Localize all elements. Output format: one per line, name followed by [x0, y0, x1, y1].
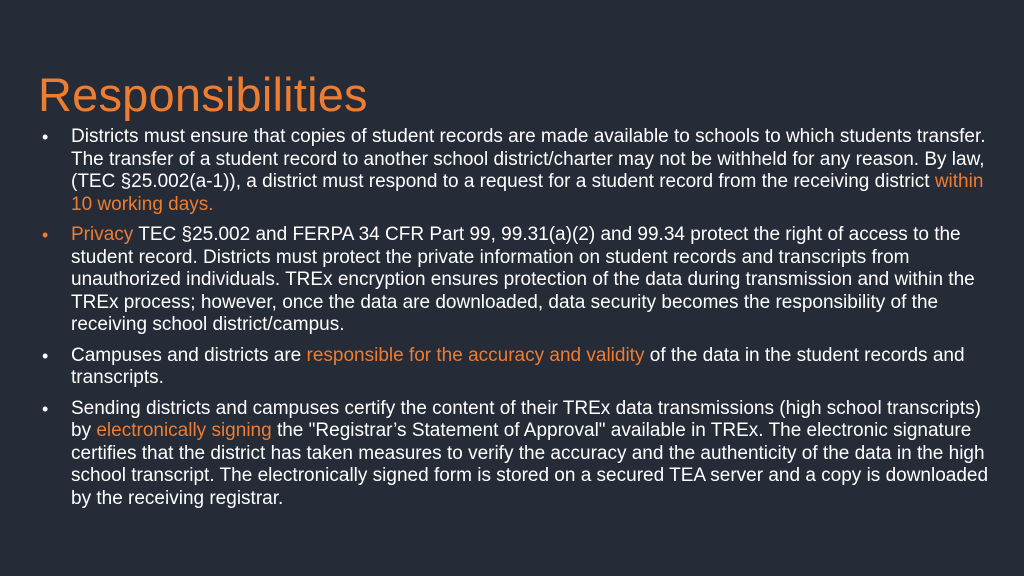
- bullet-item-certification: [40, 398, 990, 511]
- bullet-list: [40, 126, 990, 518]
- bullet-item-privacy: [40, 224, 990, 337]
- bullet-dot-icon: •: [42, 127, 49, 147]
- bullet-dot-icon: •: [42, 225, 49, 245]
- bullet-highlight: electronically signing: [96, 420, 272, 441]
- bullet-text: Districts must ensure that copies of student records are made available to schools to which students transfer. The transfer of a student record to another school district/charter may not be withheld for any reason. By law, (TEC §25.002(a-1)), a district must respond to a request for a student record from the receiving district: [71, 126, 986, 192]
- bullet-text: Sending districts and campuses certify the content of their TREx data transmissions (high school transcripts) by: [71, 397, 981, 441]
- bullet-text: of the data in the student records and transcripts.: [71, 344, 965, 388]
- bullet-item-records-transfer: [40, 126, 990, 216]
- bullet-highlight: responsible for the accuracy and validity: [306, 344, 645, 366]
- bullet-text: TEC §25.002 and FERPA 34 CFR Part 99, 99.31(a)(2) and 99.34 protect the right of access to the student record. Districts must protect the private information on student records and transcripts from unauthorized individuals. TREx encryption ensures protection of the data during transmission and within the TREx process; however, once the data are downloaded, data security becomes the responsibility of the receiving school district/campus.: [71, 224, 975, 335]
- bullet-dot-icon: •: [42, 345, 49, 366]
- bullet-highlight: Privacy: [71, 224, 134, 245]
- slide-title: Responsibilities: [38, 68, 368, 122]
- bullet-highlight: within 10 working days.: [71, 171, 984, 215]
- bullet-item-accuracy: [40, 345, 990, 390]
- bullet-text: Campuses and districts are: [71, 344, 307, 366]
- bullet-text: the "Registrar’s Statement of Approval" available in TREx. The electronic signature certifies that the district has taken measures to verify the accuracy and the authenticity of the data in the high school transcript. The electronically signed form is stored on a secured TEA server and a copy is downloaded by the receiving registrar.: [71, 420, 989, 509]
- bullet-dot-icon: •: [42, 398, 49, 419]
